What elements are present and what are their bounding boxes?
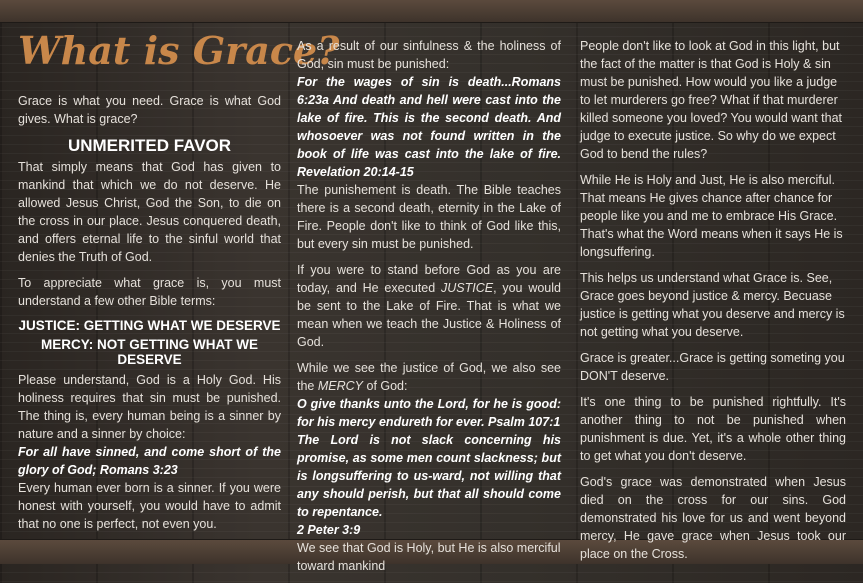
grace-explained-paragraph: This helps us understand what Grace is. See, Grace goes beyond justice & mercy. Becuase justice is getting what you deserve and mercy is not getting what you deserve. [580,271,845,339]
wages-of-sin-verse: For the wages of sin is death...Romans 6:23a And death and hell were cast into the lake of fire. This is the second death. And whosoever was not found written in the book of life was cast into the lake of fire. Revelation 20:14-15 [297,75,561,179]
peter-verse: The Lord is not slack concerning his promise, as some men count slackness; but is longsuffering to us-ward, not willing that any should perish, but that all should come to repentance. [297,433,561,519]
justice-emphasis: JUSTICE [440,281,494,295]
justice-text-c: , you would be sent to the Lake of Fire. That is what we mean when we teach the Justice & Holiness of God. [297,281,561,349]
punishment-paragraph: The punishement is death. The Bible teaches there is a second death, eternity in the Lake of Fire. People don't like to think of God like this, but every sin must be punished. [297,183,561,251]
intro-paragraph: Grace is what you need. Grace is what God gives. What is grace? [18,94,281,126]
justice-paragraph [297,261,561,351]
sinfulness-paragraph: As a result of our sinfulness & the holiness of God, sin must be punished: [297,39,561,71]
merciful-paragraph: We see that God is Holy, but He is also merciful toward mankind [297,541,561,573]
bible-terms-paragraph: To appreciate what grace is, you must understand a few other Bible terms: [18,276,281,308]
justice-heading: JUSTICE: GETTING WHAT WE DESERVE [18,318,281,333]
mercy-heading: MERCY: NOT GETTING WHAT WE DESERVE [41,337,258,367]
psalm-verse: O give thanks unto the Lord, for he is good: for his mercy endureth for ever. Psalm 107:1 [297,397,561,429]
romans-verse: For all have sinned, and come short of the glory of God; Romans 3:23 [18,445,281,477]
mercy-text-c: of God: [363,379,408,393]
wood-border-top [0,0,863,23]
grace-demonstrated-paragraph: God's grace was demonstrated when Jesus died on the cross for our sins. God demonstrated his love for us and went beyond mercy, He gave grace when Jesus took our place on the Cross. [580,475,846,561]
mercy-emphasis: MERCY [317,379,364,393]
page-title: What is Grace? [18,28,340,73]
judge-paragraph: People don't like to look at God in this light, but the fact of the matter is that God is Holy & sin must be punished. How would you like a judge to let murderers go free? What if that murderer killed someone you loved? You would want that judge to execute justice. So why do we expect God to bend the rules? [580,39,842,161]
punishment-comparison-paragraph: It's one thing to be punished rightfully. It's another thing to not be punished when punishment is due. Yet, it's a whole other thing to get what you don't deserve. [580,395,846,463]
column-3 [580,37,846,571]
sinner-paragraph: Every human ever born is a sinner. If you were honest with yourself, you would have to admit that no one is perfect, not even you. [18,481,281,531]
column-2 [297,37,561,583]
grace-greater-paragraph: Grace is greater...Grace is getting someting you DON'T deserve. [580,351,845,383]
unmerited-favor-heading: UNMERITED FAVOR [67,136,232,155]
peter-verse-reference: 2 Peter 3:9 [297,523,361,537]
holiness-paragraph: Please understand, God is a Holy God. His holiness requires that sin must be punished. The thing is, every human being is a sinner by nature and a sinner by choice: [18,373,281,441]
unmerited-favor-paragraph: That simply means that God has given to mankind that which we do not deserve. He allowed Jesus Christ, God the Son, to die on the cross in our place. Jesus conquered death, and offers eternal life to the sinful world that denies the Truth of God. [18,160,281,264]
longsuffering-paragraph: While He is Holy and Just, He is also merciful. That means He gives chance after chance for people like you and me to embrace His Grace. That's what the Word means when it says He is longsuffering. [580,173,843,259]
mercy-text-a: While we see the justice of God, we also see the [297,361,561,393]
justice-text-a: If you were to stand before God as you are today, and He executed [297,263,561,295]
column-1 [18,92,281,541]
mercy-paragraph [297,359,561,395]
